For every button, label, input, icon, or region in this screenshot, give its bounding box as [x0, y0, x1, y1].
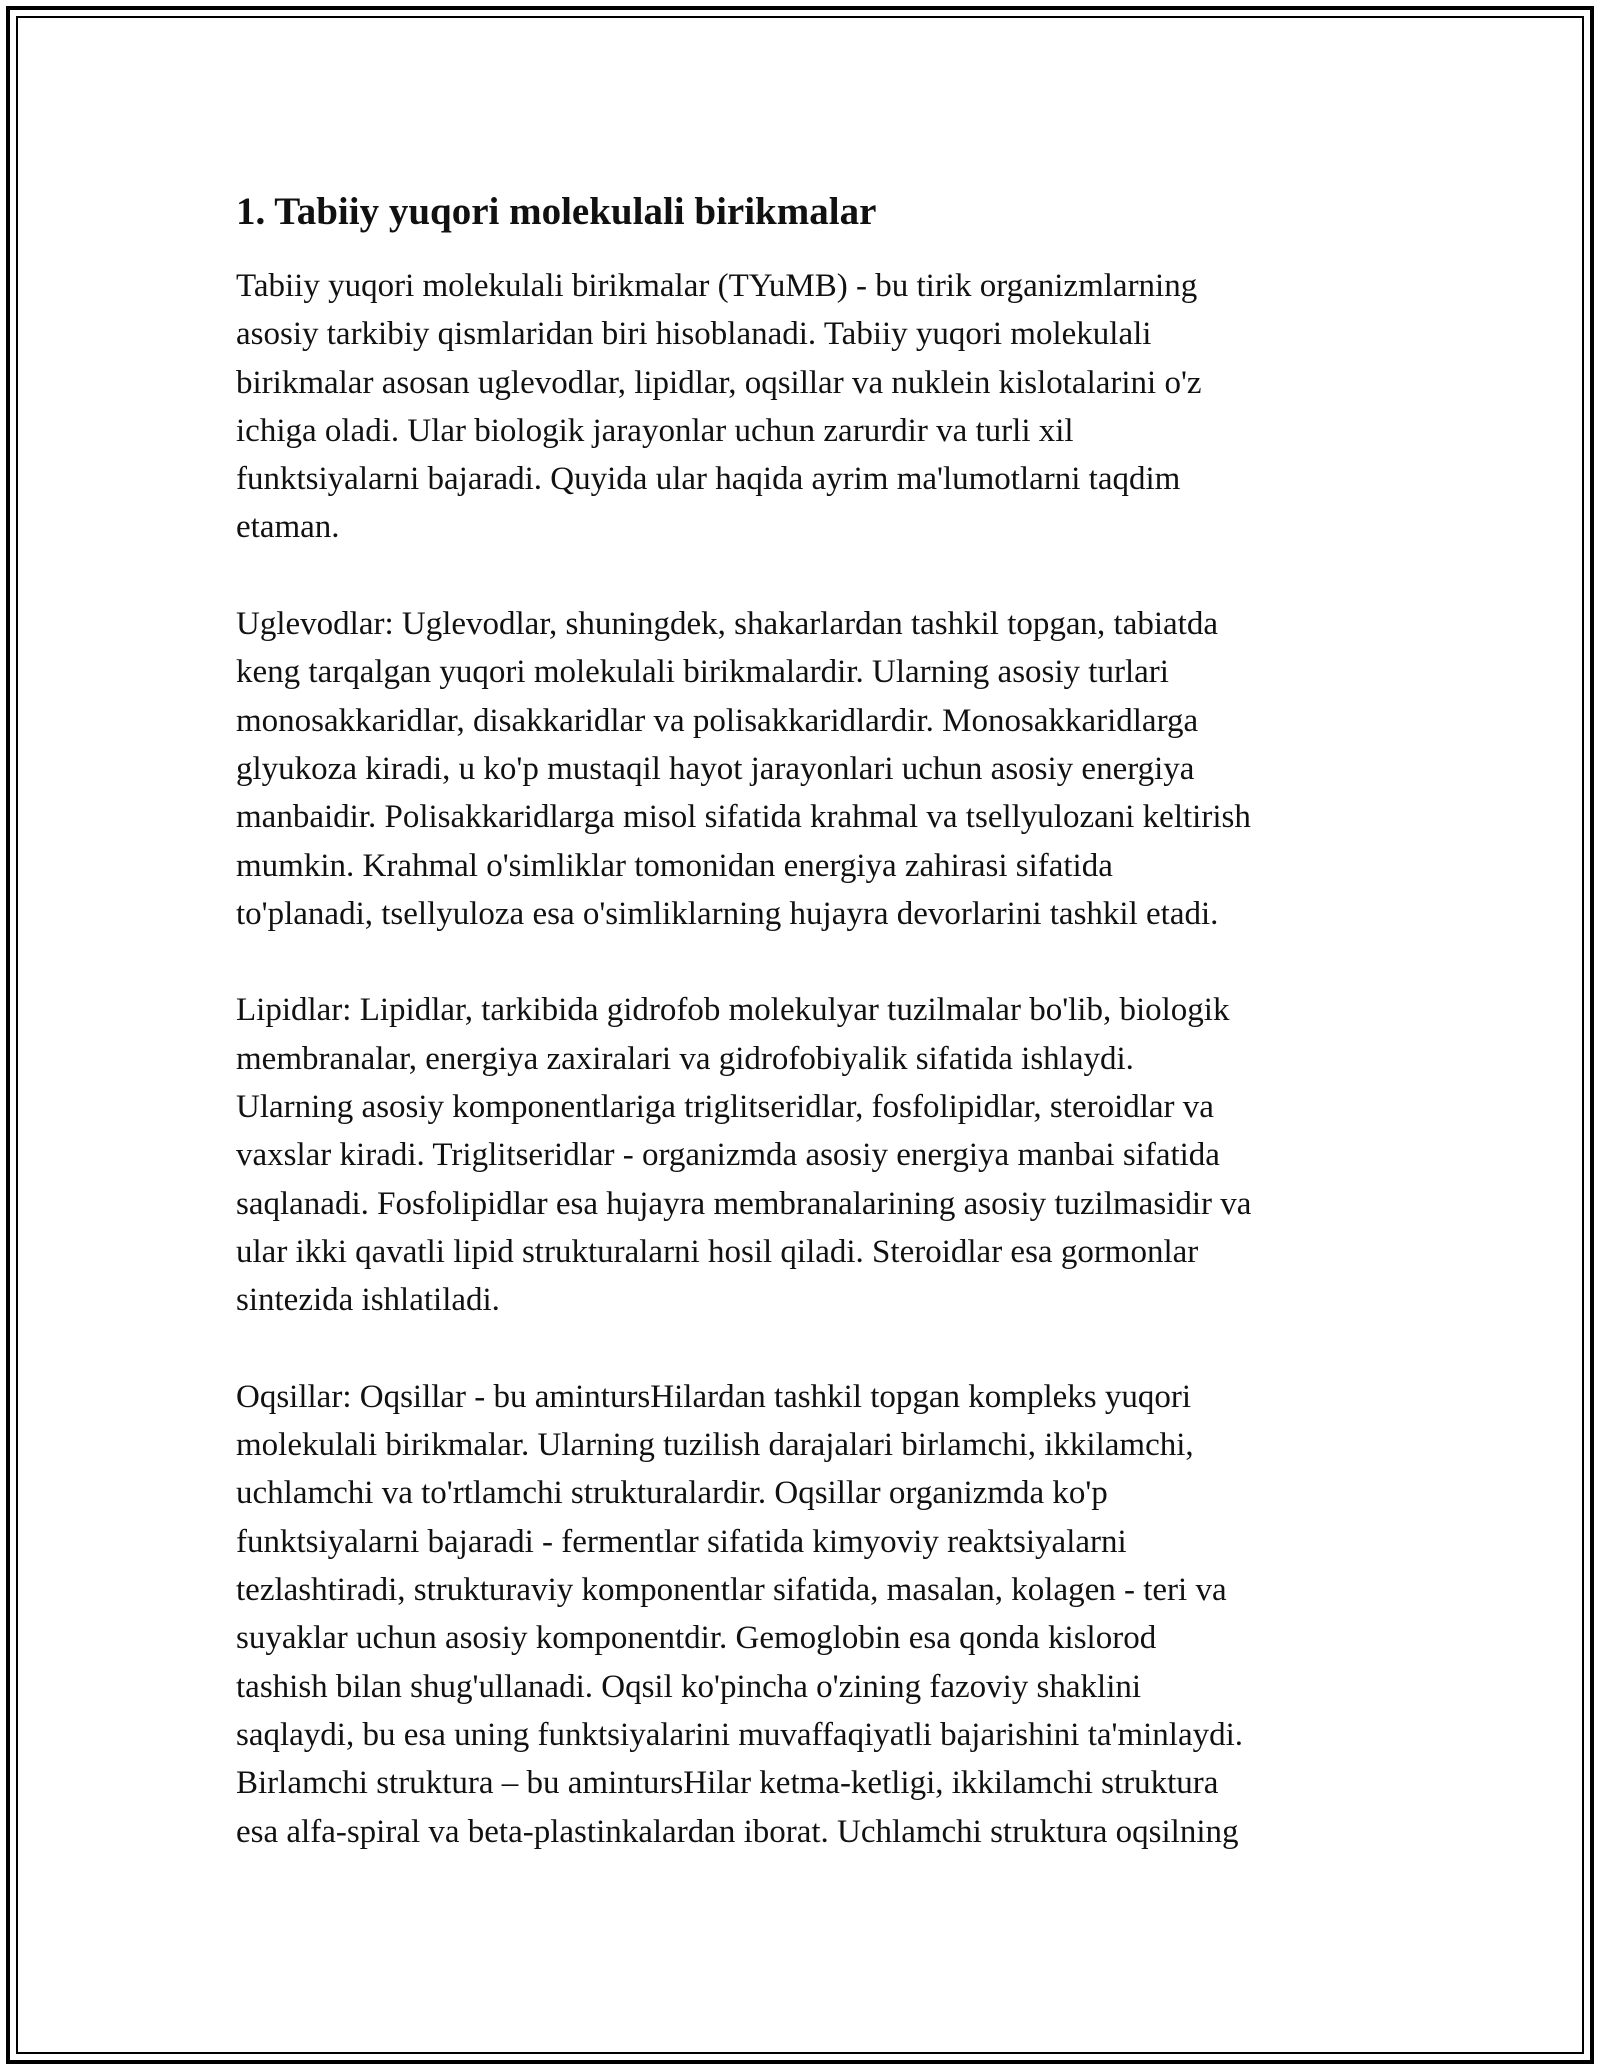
text-line: suyaklar uchun asosiy komponentdir. Gemoglobin esa qonda kislorod: [236, 1620, 1157, 1657]
text-line: asosiy tarkibiy qismlaridan biri hisoblanadi. Tabiiy yuqori molekulali: [236, 316, 1152, 353]
section-title: 1. Tabiiy yuqori molekulali birikmalar: [236, 190, 877, 233]
text-line: to'planadi, tsellyuloza esa o'simliklarning hujayra devorlarini tashkil etadi.: [236, 895, 1219, 932]
text-line: manbaidir. Polisakkaridlarga misol sifatida krahmal va tsellyulozani keltirish: [236, 799, 1251, 836]
text-line: sintezida ishlatiladi.: [236, 1282, 500, 1319]
text-line: molekulali birikmalar. Ularning tuzilish darajalari birlamchi, ikkilamchi,: [236, 1427, 1194, 1464]
text-line: keng tarqalgan yuqori molekulali birikmalardir. Ularning asosiy turlari: [236, 654, 1169, 691]
text-line: funktsiyalarni bajaradi - fermentlar sifatida kimyoviy reaktsiyalarni: [236, 1523, 1127, 1560]
text-line: glyukoza kiradi, u ko'p mustaqil hayot jarayonlari uchun asosiy energiya: [236, 750, 1195, 787]
text-line: vaxslar kiradi. Triglitseridlar - organizmda asosiy energiya manbai sifatida: [236, 1137, 1220, 1174]
paragraph-lipidlar: [236, 986, 1376, 1324]
paragraph-uglevodlar: [236, 600, 1376, 938]
text-line: Oqsillar: Oqsillar - bu amintursHilardan tashkil topgan kompleks yuqori: [236, 1378, 1192, 1415]
text-line: tezlashtiradi, strukturaviy komponentlar sifatida, masalan, kolagen - teri va: [236, 1572, 1227, 1609]
text-line: esa alfa-spiral va beta-plastinkalardan iborat. Uchlamchi struktura oqsilning: [236, 1813, 1239, 1850]
text-line: uchlamchi va to'rtlamchi strukturalardir. Oqsillar organizmda ko'p: [236, 1475, 1108, 1512]
paragraph-intro: [236, 262, 1376, 552]
text-line: Tabiiy yuqori molekulali birikmalar (TYuMB) - bu tirik organizmlarning: [236, 268, 1198, 304]
text-line: funktsiyalarni bajaradi. Quyida ular haqida ayrim ma'lumotlarni taqdim: [236, 461, 1181, 498]
text-line: monosakkaridlar, disakkaridlar va polisakkaridlardir. Monosakkaridlarga: [236, 702, 1199, 739]
text-line: ichiga oladi. Ular biologik jarayonlar uchun zarurdir va turli xil: [236, 412, 1074, 449]
text-line: Ularning asosiy komponentlariga triglitseridlar, fosfolipidlar, steroidlar va: [236, 1089, 1214, 1126]
text-line: membranalar, energiya zaxiralari va gidrofobiyalik sifatida ishlaydi.: [236, 1040, 1134, 1077]
text-line: saqlaydi, bu esa uning funktsiyalarini muvaffaqiyatli bajarishini ta'minlaydi.: [236, 1716, 1244, 1753]
text-line: tashish bilan shug'ullanadi. Oqsil ko'pincha o'zining fazoviy shaklini: [236, 1668, 1142, 1705]
paragraph-oqsillar: [236, 1373, 1376, 1856]
text-line: ular ikki qavatli lipid strukturalarni hosil qiladi. Steroidlar esa gormonlar: [236, 1233, 1199, 1270]
text-line: Lipidlar: Lipidlar, tarkibida gidrofob molekulyar tuzilmalar bo'lib, biologik: [236, 992, 1230, 1029]
text-line: saqlanadi. Fosfolipidlar esa hujayra membranalarining asosiy tuzilmasidir va: [236, 1185, 1252, 1222]
text-line: birikmalar asosan uglevodlar, lipidlar, oqsillar va nuklein kislotalarini o'z: [236, 364, 1202, 401]
text-line: Uglevodlar: Uglevodlar, shuningdek, shakarlardan tashkil topgan, tabiatda: [236, 606, 1218, 643]
text-line: etaman.: [236, 509, 340, 546]
text-line: Birlamchi struktura – bu amintursHilar ketma-ketligi, ikkilamchi struktura: [236, 1765, 1219, 1802]
document-body: [236, 188, 1376, 1904]
text-line: mumkin. Krahmal o'simliklar tomonidan energiya zahirasi sifatida: [236, 847, 1113, 884]
